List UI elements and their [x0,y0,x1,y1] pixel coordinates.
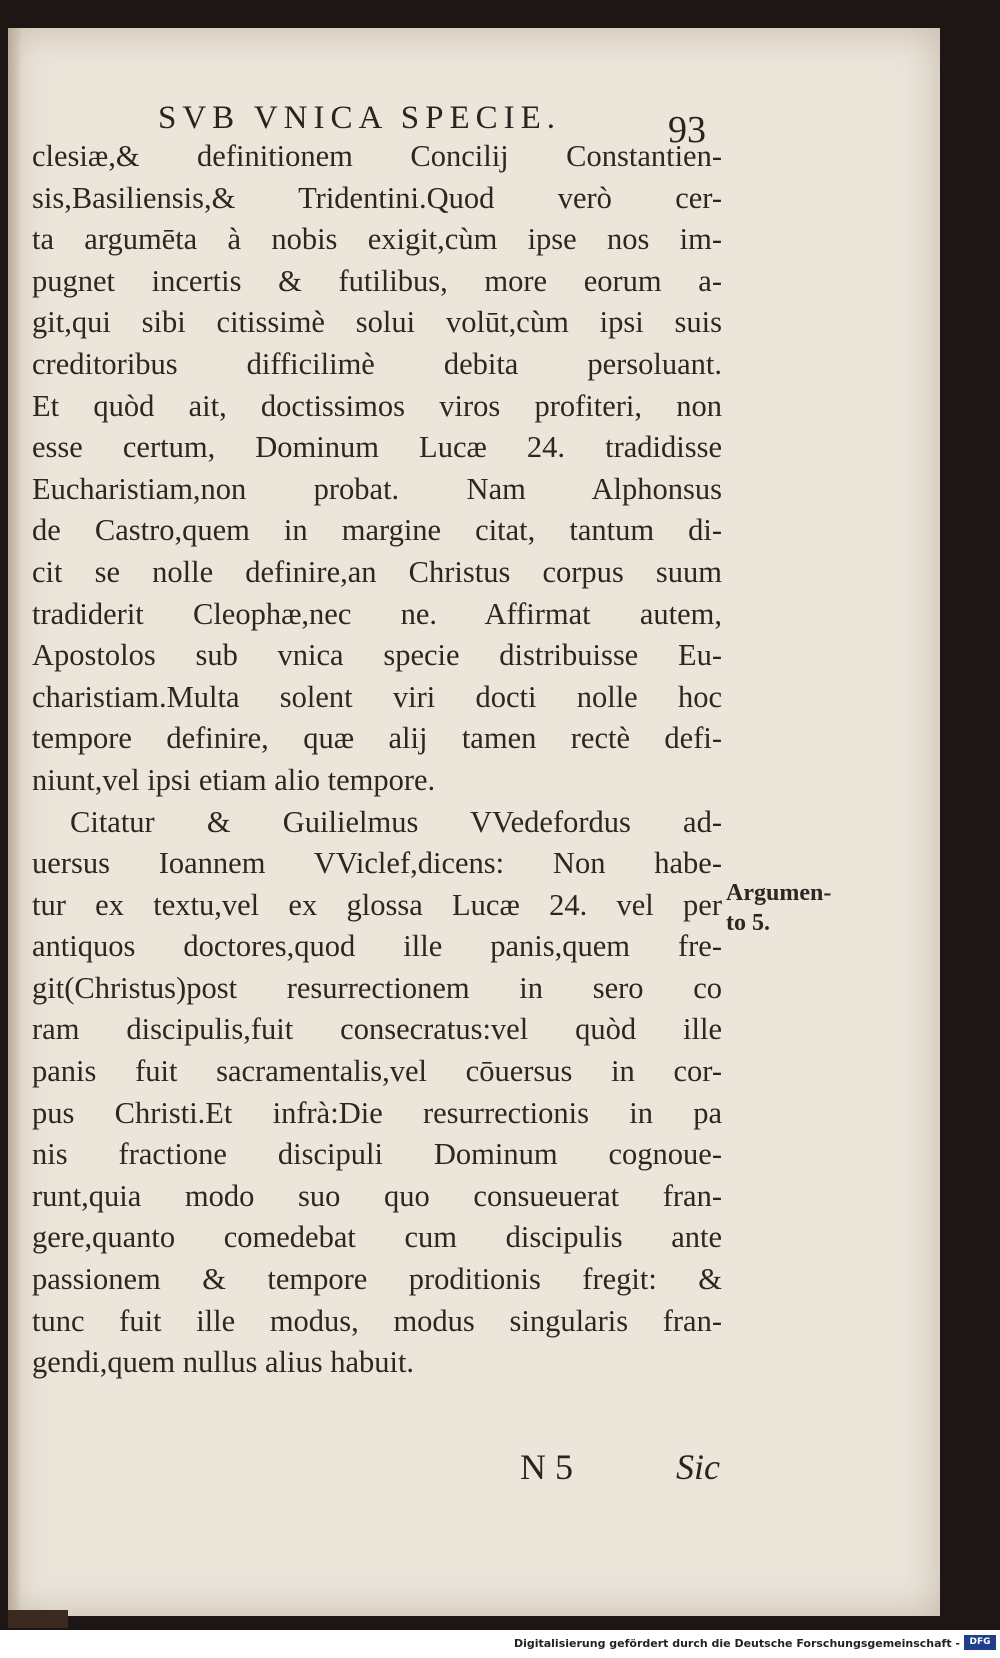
scan-edge-mark [8,1610,68,1628]
text-line: tur ex textu,vel ex glossa Lucæ 24. vel per [32,887,722,922]
text-line: esse certum, Dominum Lucæ 24. tradidisse [32,430,722,465]
text-line: ram discipulis,fuit consecratus:vel quòd ille [32,1012,722,1047]
body-text [32,136,722,1384]
text-line: niunt,vel ipsi etiam alio tempore. [32,762,436,797]
page-number: 93 [668,109,706,151]
text-line: Et quòd ait, doctissimos viros profiteri, non [32,388,722,423]
text-line: tradiderit Cleophæ,nec ne. Affirmat autem, [32,596,722,631]
text-line: creditoribus difficilimè debita persoluant. [32,346,722,381]
text-line: git,qui sibi citissimè solui volūt,cùm ipsi suis [32,305,722,340]
text-line: gendi,quem nullus alius habuit. [32,1345,415,1380]
text-line: tunc fuit ille modus, modus singularis fran- [32,1303,722,1338]
text-line: git(Christus)post resurrectionem in sero co [32,970,722,1005]
text-line: Apostolos sub vnica specie distribuisse Eu- [32,638,722,673]
text-line: antiquos doctores,quod ille panis,quem fre- [32,929,722,964]
funding-credit: Digitalisierung gefördert durch die Deutsche Forschungsgemeinschaft - [513,1637,960,1650]
text-line: passionem & tempore proditionis fregit: & [32,1262,722,1297]
book-page [8,28,940,1616]
text-line: pus Christi.Et infrà:Die resurrectionis in pa [32,1095,722,1130]
text-line: uersus Ioannem VViclef,dicens: Non habe- [32,846,722,881]
running-head: SVB VNICA SPECIE. [158,100,562,136]
text-line: Eucharistiam,non probat. Nam Alphonsus [32,471,722,506]
signature-mark: N 5 [520,1447,573,1487]
text-line: cit se nolle definire,an Christus corpus suum [32,554,722,589]
margin-note-line: Argumen- [726,880,832,906]
text-line: tempore definire, quæ alij tamen rectè defi- [32,721,722,756]
text-line: runt,quia modo suo quo consueuerat fran- [32,1178,722,1213]
text-line: charistiam.Multa solent viri docti nolle hoc [32,679,722,714]
text-line: Citatur & Guilielmus VVedefordus ad- [70,804,722,839]
dfg-logo: DFG [964,1635,996,1650]
text-line: nis fractione discipuli Dominum cognoue- [32,1137,722,1172]
text-line: pugnet incertis & futilibus, more eorum a- [32,263,722,298]
text-line: ta argumēta à nobis exigit,cùm ipse nos im- [32,222,722,257]
margin-note-line: to 5. [726,910,770,936]
text-line: clesiæ,& definitionem Concilij Constantien- [32,139,722,173]
digitization-footer [0,1630,1000,1658]
text-line: gere,quanto comedebat cum discipulis ante [32,1220,722,1255]
text-line: de Castro,quem in margine citat, tantum di- [32,513,722,548]
catchword: Sic [676,1447,720,1487]
text-line: sis,Basiliensis,& Tridentini.Quod verò cer- [32,180,722,215]
text-line: panis fuit sacramentalis,vel cōuersus in cor- [32,1054,722,1089]
margin-note [726,878,846,938]
